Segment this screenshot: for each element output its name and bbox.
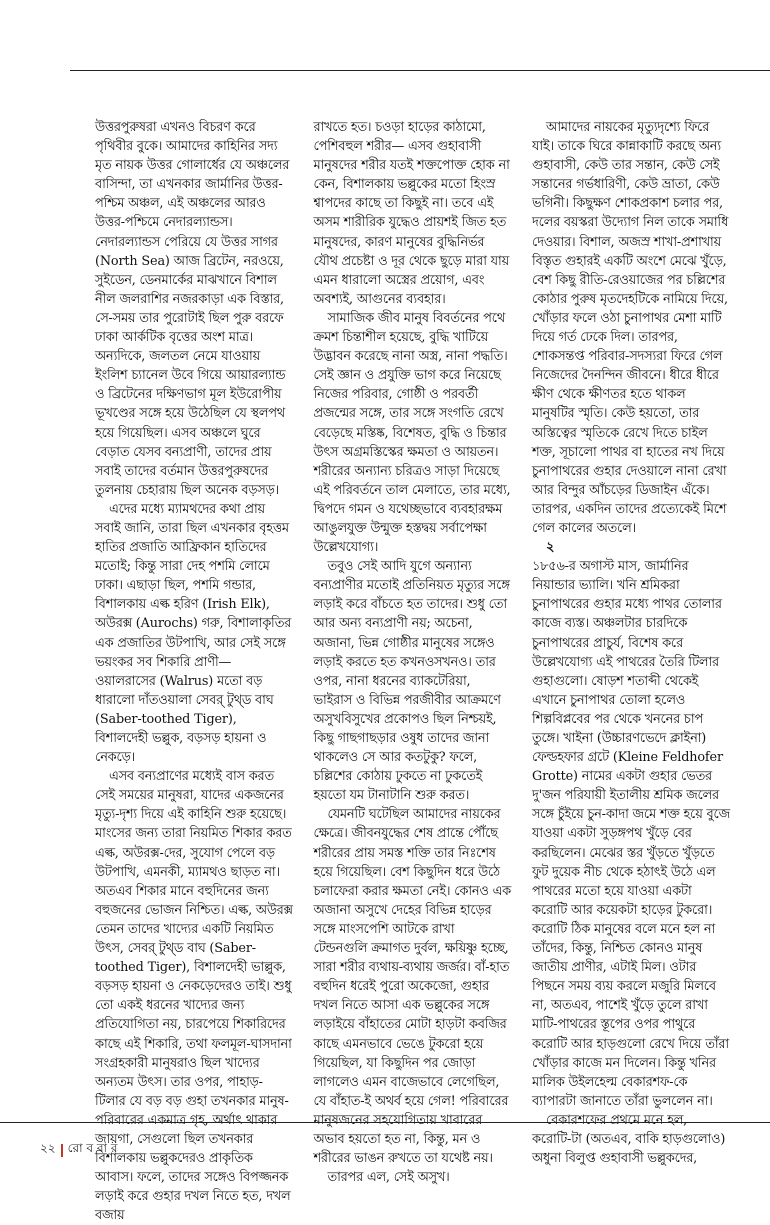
column-2 [313,118,512,1186]
paragraph: সামাজিক জীব মানুষ বিবর্তনের পথে ক্রমশ চিন্তাশীল হয়েছে, বুদ্ধি খাটিয়ে উদ্ভাবন করেছে নানা অস্ত্র, নানা পদ্ধতি। সেই জ্ঞান ও প্রযুক্তি ভাগ করে নিয়েছে নিজের পরিবার, গোষ্ঠী ও পরবর্তী প্রজন্মের সঙ্গে, তার সঙ্গে সংগতি রেখে বেড়েছে মস্তিষ্ক, বিশেষত, বুদ্ধি ও চিন্তার উৎস অগ্রমস্তিস্কের ক্ষমতা ও আয়তন। শরীরের অন্যান্য চরিত্রও সাড়া দিয়েছে এই পরিবর্তনে তাল মেলাতে, তার মধ্যে, দ্বিপদে গমন ও যথেচ্ছভাবে ব্যবহারক্ষম আঙুলযুক্ত উন্মুক্ত হস্তদ্বয় সর্বাপেক্ষা উল্লেখযোগ্য। [313,310,511,556]
page-number: ২২ [40,1141,56,1155]
paragraph: এসব বন্যপ্রাণের মধ্যেই বাস করত সেই সময়ের মানুষরা, যাদের একজনের মৃত্যু-দৃশ্য দিয়ে এই কাহিনি শুরু হয়েছে। মাংসের জন্য তারা নিয়মিত শিকার করত এল্ক, অউরক্স-দের, সুযোগ পেলে বড় উটপাখি, এমনকী, ম্যামথও ছাড়ত না। অতএব শিকার মানে বহুদিনের জন্য বহুজনের ভোজন নিশ্চিত। এল্ক, অউরক্স তেমন তাদের খাদ্যের একটি নিয়মিত উৎস, সেবর্ টুথ্ড বাঘ (Saber-toothed Tiger), বিশালদেহী ভাল্লুক, বড়সড় হায়না ও নেকড়েদেরও তাই। শুধু তো একই ধরনের খাদ্যের জন্য প্রতিযোগিতা নয়, চারপেয়ে শিকারিদের কাছে এই শিকারি, তথা ফলমূল-ঘাসদানা সংগ্রহকারী মানুষরাও ছিল খাদ্যের অন্যতম উৎস। তার ওপর, পাহাড়-টিলার যে বড় বড় গুহা তখনকার মানুষ-পরিবারের একমাত্র গৃহ, অর্থাৎ থাকার জায়গা, সেগুলো ছিল তখনকার বিশালকায় ভল্লুকদেরও প্রাকৃতিক আবাস। ফলে, তাদের সঙ্গেও বিপজ্জনক লড়াই করে গুহার দখল নিতে হত, দখল বজায় [95,769,293,1224]
top-rule [70,70,770,71]
paragraph: রাখতে হত। চওড়া হাড়ের কাঠামো, পেশিবহুল শরীর— এসব গুহাবাসী মানুষদের শরীর যতই শক্তপোক্ত হোক না কেন, বিশালকায় ভল্লুকের মতো হিংস্র শ্বাপদের কাছে তা কিছুই না। তবে এই অসম শারীরিক যুদ্ধেও প্রায়শই জিত হত মানুষদের, কারণ মানুষের বুদ্ধিনির্ভর যৌথ প্রচেষ্টা ও দূর থেকে ছুড়ে মারা যায় এমন ধারালো অস্ত্রের প্রয়োগ, এবং অবশ্যই, আগুনের ব্যবহার। [313,120,510,307]
paragraph: আমাদের নায়কের মৃত্যুদৃশ্যে ফিরে যাই। তাকে ঘিরে কান্নাকাটি করছে অন্য গুহাবাসী, কেউ তার সন্তান, কেউ সেই সন্তানের গর্ভধারিণী, কেউ ভ্রাতা, কেউ ভগিনী। কিছুক্ষণ শোকপ্রকাশ চলার পর, দলের বয়স্করা উদ্যোগ নিল তাকে সমাধি দেওয়ার। বিশাল, অজস্র শাখা-প্রশাখায় বিস্তৃত গুহারই একটি অংশে মেঝে খুঁড়ে, বেশ কিছু রীতি-রেওয়াজের পর চল্লিশের কোঠার পুরুষ মৃতদেহটিকে নামিয়ে দিয়ে, খোঁড়ার ফলে ওঠা চুনাপাথর মেশা মাটি দিয়ে গর্ত ঢেকে দিল। তারপর, শোকসন্তপ্ত পরিবার-সদস্যরা ফিরে গেল নিজেদের দৈনন্দিন জীবনে। ধীরে ধীরে ক্ষীণ থেকে ক্ষীণতর হতে থাকল মানুষটির স্মৃতি। কেউ হয়তো, তার অস্তিত্বের স্মৃতিকে রেখে দিতে চাইল শক্ত, সূচালো পাথর বা হাতের নখ দিয়ে চুনাপাথরের গুহার দেওয়ালে নানা রেখা আর বিন্দুর আঁচড়ের ডিজাইন এঁকে। তারপর, একদিন তাদের প্রত্যেকেই মিশে গেল কালের অতলে। [532,120,729,536]
column-1 [95,118,293,1224]
footer-separator [61,1144,63,1157]
article-body [95,118,730,1224]
paragraph: এদের মধ্যে ম্যামথদের কথা প্রায় সবাই জানি, তারা ছিল এখনকার বৃহত্তম হাতির প্রজাতি আফ্রিকান হাতিদের মতোই; কিন্তু সারা দেহ পশমি লোমে ঢাকা। এছাড়া ছিল, পশমি গন্ডার, বিশালকায় এল্ক হরিণ (Irish Elk), অউরক্স (Aurochs) গরু, বিশালাকৃতির এক প্রজাতির উটপাখি, আর সেই সঙ্গে ভয়ংকর সব শিকারি প্রাণী— ওয়ালরাসের (Walrus) মতো বড় ধারালো দাঁতওয়ালা সেবর্ টুথ্ড বাঘ (Saber-toothed Tiger), বিশালদেহী ভল্লুক, বড়সড় হায়না ও নেকড়ে। [95,501,292,766]
page-footer [40,1140,117,1160]
paragraph: উত্তরপুরুষরা এখনও বিচরণ করে পৃথিবীর বুকে। আমাদের কাহিনির সদ্য মৃত নায়ক উত্তর গোলার্ধের যে অঞ্চলের বাসিন্দা, তা এখনকার জার্মানির উত্তর-পশ্চিম অঞ্চল, এই অঞ্চলের আরও উত্তর-পশ্চিমে নেদারল্যান্ডস। নেদারল্যান্ডস পেরিয়ে যে উত্তর সাগর (North Sea) আজ ব্রিটেন, নরওয়ে, সুইডেন, ডেনমার্কের মাঝখানে বিশাল নীল জলরাশির নজরকাড়া এক বিস্তার, সে-সময় তার পুরোটাই ছিল পুরু বরফে ঢাকা আর্কটিক বৃত্তের অংশ মাত্র। অন্যদিকে, জলতল নেমে যাওয়ায় ইংলিশ চ্যানেল উবে গিয়ে আয়ারল্যান্ড ও ব্রিটেনের দক্ষিণভাগ মূল ইউরোপীয় ভূখণ্ডের সঙ্গে হয়ে উঠেছিল যে স্থলপথ হয়ে গিয়েছিল। এসব অঞ্চলে ঘুরে বেড়াত যেসব বন্যপ্রাণী, তাদের প্রায় সবাই তাদের বর্তমান উত্তরপুরুষদের তুলনায় চেহারায় ছিল অনেক বড়সড়। [95,120,290,498]
paragraph: যেমনটি ঘটেছিল আমাদের নায়কের ক্ষেত্রে। জীবনযুদ্ধের শেষ প্রান্তে পৌঁছে শরীরের প্রায় সমস্ত শক্তি তার নিঃশেষ হয়ে গিয়েছিল। বেশ কিছুদিন ধরে উঠে চলাফেরা করার ক্ষমতা নেই। কোনও এক অজানা অসুখে দেহের বিভিন্ন হাড়ের সঙ্গে মাংসপেশি আটকে রাখা টেন্ডনগুলি ক্রমাগত দুর্বল, ক্ষয়িষ্ণু হচ্ছে, সারা শরীর ব্যথায়-ব্যথায় জর্জর। বাঁ-হাত বহুদিন ধরেই পুরো অকেজো, গুহার দখল নিতে আসা এক ভল্লুকের সঙ্গে লড়াইয়ে বাঁহাতের মোটা হাড়টা কবজির কাছে এমনভাবে ভেঙে টুকরো হয়ে গিয়েছিল, যা কিছুদিন পর জোড়া লাগলেও এমন বাজেভাবে লেগেছিল, যে বাঁহাত-ই অথর্ব হয়ে গেল! পরিবারের মানুষজনের সহযোগিতায় খাবারের অভাব হয়তো হত না, কিন্তু, মন ও শরীরের ভাঙন রুখতে তা যথেষ্ট নয়। [313,807,511,1167]
paragraph: বেকারশফের প্রথমে মনে হল, করোটি-টা (অতএব, বাকি হাড়গুলোও) অধুনা বিলুপ্ত গুহাবাসী ভল্লুকদের, [532,1112,726,1167]
section-number: ২ [546,540,555,556]
bottom-rule [0,1122,770,1123]
paragraph: ১৮৫৬-র অগাস্ট মাস, জার্মানির নিয়ান্ডার ভ্যালি। খনি শ্রমিকরা চুনাপাথরের গুহার মধ্যে পাথর তোলার কাজে ব্যস্ত। অঞ্চলটার চারদিকে চুনাপাথরের প্রাচুর্য, বিশেষ করে উল্লেখযোগ্য এই পাথরের তৈরি টিলার গুহাগুলো। ষোড়শ শতাব্দী থেকেই এখানে চুনাপাথর তোলা হলেও শিল্পবিপ্লবের পর থেকে খননের চাপ তুঙ্গে। খাইনা (উচ্চারণভেদে ক্লাইনা) ফেল্ডহফার গ্রটে (Kleine Feldhofer Grotte) নামের একটা গুহার ভেতর দু'জন পরিযায়ী ইতালীয় শ্রমিক জলের সঙ্গে চুঁইয়ে চুন-কাদা জমে শক্ত হয়ে বুজে যাওয়া একটা সুড়ঙ্গপথ খুঁড়ে বের করছিলেন। মেঝের স্তর খুঁড়তে খুঁড়তে ফুট দুয়েক নীচ থেকে হঠাৎই উঠে এল পাথরের মতো হয়ে যাওয়া একটা করোটি আর কয়েকটা হাড়ের টুকরো। করোটি ঠিক মানুষের বলে মনে হল না তাঁদের, কিন্তু, নিশ্চিত কোনও মানুষ জাতীয় প্রাণীর, এটাই মিল। ওটার পিছনে সময় ব্যয় করলে মজুরি মিলবে না, অতএব, পাশেই খুঁড়ে তুলে রাখা মাটি-পাথরের স্তূপের ওপর পাথুরে করোটি আর হাড়গুলো রেখে দিয়ে তাঁরা খোঁড়ার কাজে মন দিলেন। কিন্তু খনির মালিক উইলহেল্ম বেকারশফ-কে ব্যাপারটা জানাতে তাঁরা ভুললেন না। [532,559,730,1109]
paragraph: তবুও সেই আদি যুগে অন্যান্য বন্যপ্রাণীর মতোই প্রতিনিয়ত মৃত্যুর সঙ্গে লড়াই করে বাঁচতে হত তাদের। শুধু তো আর অন্য বন্যপ্রাণী নয়; অচেনা, অজানা, ভিন্ন গোষ্ঠীর মানুষের সঙ্গেও লড়াই করতে হত কখনওসখনও। তার ওপর, নানা ধরনের ব্যাকটেরিয়া, ভাইরাস ও বিভিন্ন পরজীবীর আক্রমণে অসুখবিসুখের প্রকোপও ছিল নিশ্চয়ই, কিছু গাছগাছড়ার ওষুধ তাদের জানা থাকলেও সে আর কতটুকু? ফলে, চল্লিশের কোঠায় ঢুকতে না ঢুকতেই হয়তো যম টানাটানি শুরু করত। [313,559,510,804]
magazine-name: রো ব বা র [67,1141,118,1155]
column-3 [532,118,730,1167]
paragraph: তারপর এল, সেই অসুখ। [327,1170,450,1186]
